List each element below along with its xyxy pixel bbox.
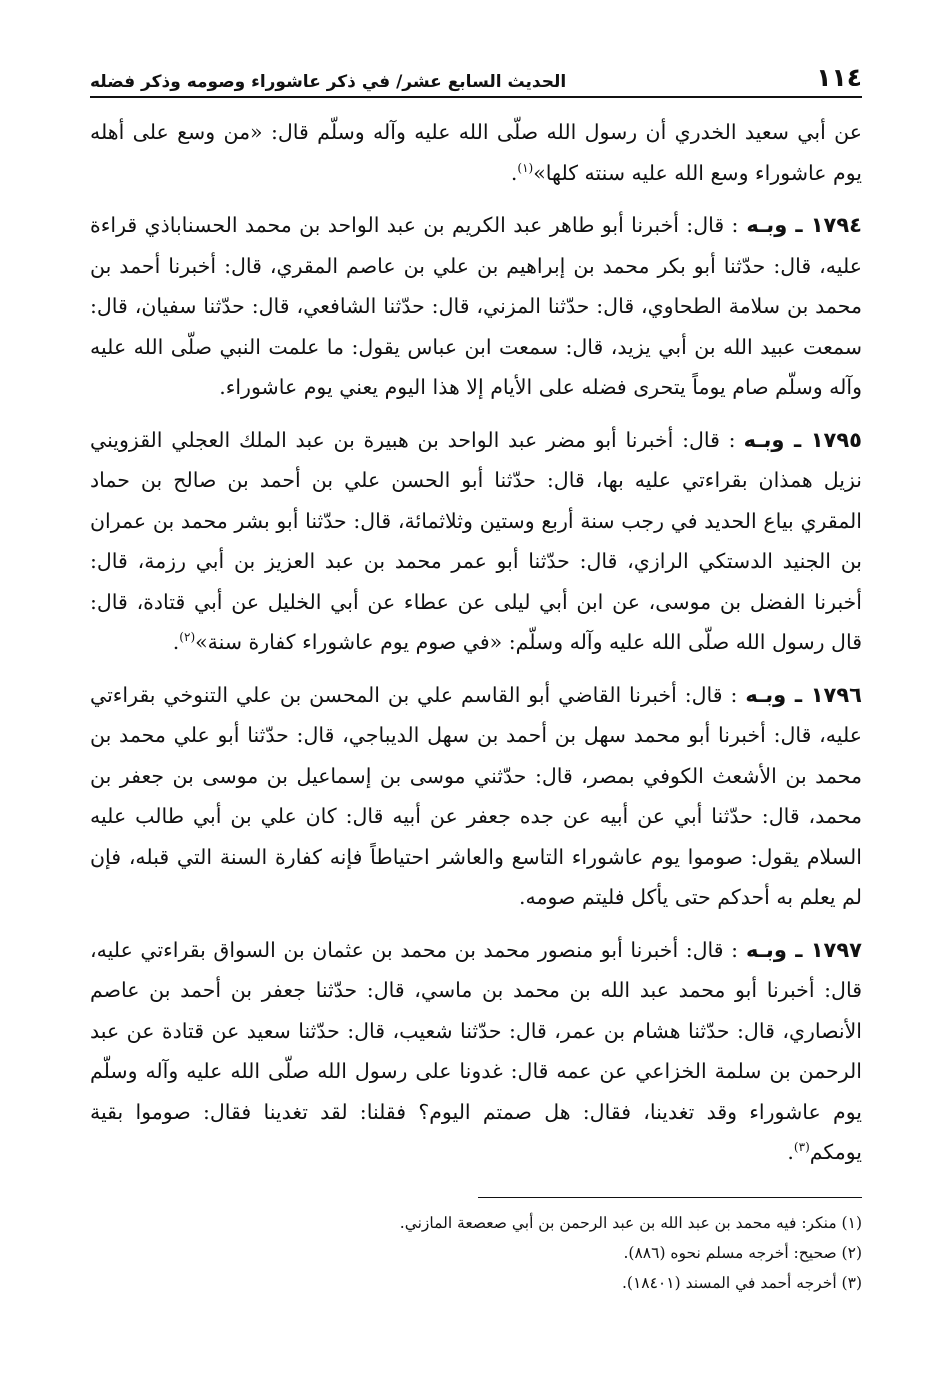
hadith-end: .: [787, 1140, 794, 1164]
footnote-divider: [478, 1197, 862, 1198]
footnote-ref-3[interactable]: (٣): [793, 1140, 810, 1155]
hadith-paragraph-1796: [90, 675, 862, 918]
hadith-text: : قال: أخبرنا أبو منصور محمد بن محمد بن عثمان بن السواق بقراءتي عليه، قال: أخبرنا أبو محمد عبد الله بن محمد بن ماسي، قال: حدّثنا جعفر بن أحمد بن عاصم الأنصاري، قال: حدّثنا هشام بن عمر، قال: حدّثنا شعيب، قال: حدّثنا سعيد عن قتادة عن عبد الرحمن بن سلمة الخزاعي عن عمه قال: غدونا على رسول الله صلّى الله عليه وآله وسلّم يوم عاشوراء وقد تغدينا، فقال: هل صمتم اليوم؟ فقلنا: لقد تغدينا فقال: صوموا بقية يومكم: [90, 937, 862, 1164]
hadith-number: ١٧٩٧ ـ وبـه: [746, 937, 863, 962]
hadith-paragraph-1794: [90, 205, 862, 408]
hadith-text: : قال: أخبرنا القاضي أبو القاسم علي بن المحسن بن علي التنوخي بقراءتي عليه، قال: أخبرنا أبو محمد سهل بن أحمد بن سهل الديباجي، قال: حدّثنا أبو علي محمد بن محمد بن الأشعث الكوفي بمصر، قال: حدّثني موسى بن إسماعيل بن موسى بن جعفر بن محمد، قال: حدّثنا أبي عن أبيه عن جده جعفر عن أبيه قال: كان علي بن أبي طالب عليه السلام يقول: صوموا يوم عاشوراء التاسع والعاشر احتياطاً فإنه كفارة السنة التي قبله، فإن لم يعلم به أحدكم حتى يأكل فليتم صومه.: [90, 682, 862, 909]
hadith-text: : قال: أخبرنا أبو مضر عبد الواحد بن هبيرة بن عبد الملك العجلي القزويني نزيل همذان بقراءتي عليه بها، قال: حدّثنا أبو الحسن علي بن أحمد بن صالح بن حماد المقري بياع الحديد في رجب سنة أربع وستين وثلاثمائة، قال: حدّثنا أبو بشر محمد بن عمران بن الجنيد الدستكي الرازي، قال: حدّثنا أبو عمر محمد بن عبد العزيز بن أبي رزمة، قال: أخبرنا الفضل بن موسى، عن ابن أبي ليلى عن عطاء عن أبي الخليل عن أبي قتادة، قال: قال رسول الله صلّى الله عليه وآله وسلّم: «في صوم يوم عاشوراء كفارة سنة»: [90, 427, 862, 654]
running-title: الحديث السابع عشر/ في ذكر عاشوراء وصومه وذكر فضله: [90, 72, 567, 92]
intro-paragraph: [90, 112, 862, 193]
intro-end: .: [510, 160, 518, 185]
footnote-3: (٣) أخرجه أحمد في المسند (١٨٤٠١).: [621, 1273, 862, 1292]
footnotes: [90, 1208, 862, 1298]
footnote-ref-1[interactable]: (١): [517, 160, 534, 175]
hadith-number: ١٧٩٥ ـ وبـه: [743, 427, 862, 452]
page-number: ١١٤: [816, 63, 862, 92]
hadith-text: : قال: أخبرنا أبو طاهر عبد الكريم بن عبد الواحد بن محمد الحسناباذي قراءة عليه، قال: حدّثنا أبو بكر محمد بن إبراهيم بن علي بن عاصم المقري، قال: أخبرنا أحمد بن محمد بن سلامة الطحاوي، قال: حدّثنا المزني، قال: حدّثنا الشافعي، قال: حدّثنا سفيان، قال: سمعت عبيد الله بن أبي يزيد، قال: سمعت ابن عباس يقول: ما علمت النبي صلّى الله عليه وآله وسلّم صام يوماً يتحرى فضله على الأيام إلا هذا اليوم يعني يوم عاشوراء.: [90, 213, 862, 399]
main-text: [90, 112, 862, 1173]
footnote-2: (٢) صحيح: أخرجه مسلم نحوه (٨٨٦).: [623, 1243, 862, 1262]
hadith-number: ١٧٩٤ ـ وبـه: [746, 213, 862, 237]
footnote-ref-2[interactable]: (٢): [179, 630, 196, 645]
hadith-paragraph-1797: [90, 930, 862, 1173]
hadith-end: .: [172, 630, 180, 654]
intro-text: عن أبي سعيد الخدري أن رسول الله صلّى الله عليه وآله وسلّم قال: «من وسع على أهله يوم عاشوراء وسع الله عليه سنته كلها»: [90, 120, 862, 185]
page-header: [90, 58, 862, 98]
hadith-paragraph-1795: [90, 420, 862, 663]
hadith-number: ١٧٩٦ ـ وبـه: [745, 682, 862, 707]
footnote-1: (١) منكر: فيه محمد بن عبد الله بن عبد الرحمن بن أبي صعصعة المازني.: [399, 1213, 862, 1232]
